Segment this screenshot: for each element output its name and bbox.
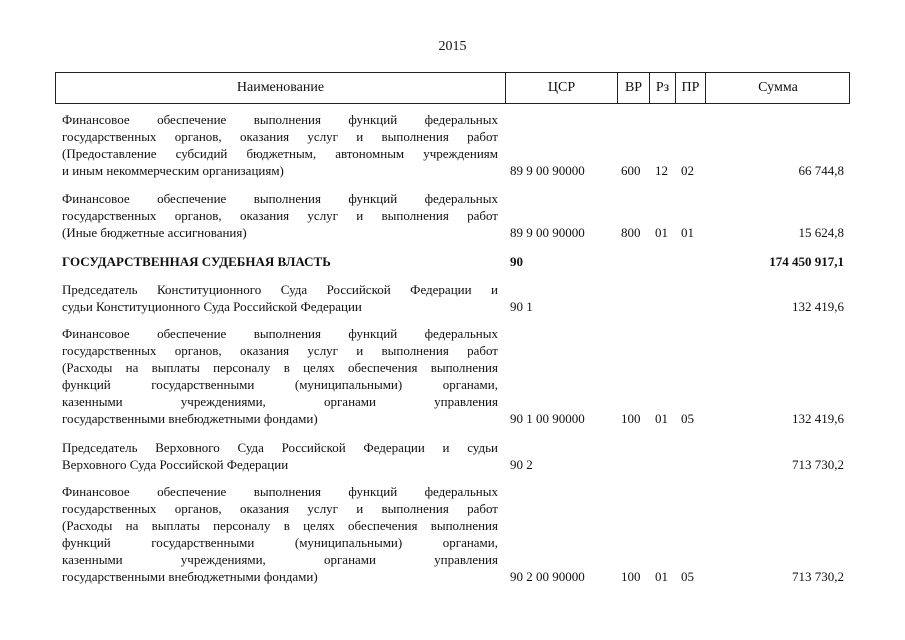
row-rz: 12 bbox=[655, 163, 668, 178]
row-pr: 02 bbox=[681, 163, 694, 178]
row-pr: 01 bbox=[681, 225, 694, 240]
row-name-line: (Иные бюджетные ассигнования) bbox=[62, 225, 247, 240]
page-number: 2015 bbox=[438, 39, 467, 54]
row-name-line: государственными внебюджетными фондами) bbox=[62, 411, 318, 426]
header-csr: ЦСР bbox=[506, 73, 618, 103]
row-vr: 100 bbox=[621, 411, 641, 426]
row-name-line: казенными учреждениями, органами управления bbox=[62, 552, 498, 567]
section-title bbox=[62, 253, 498, 270]
row-name bbox=[62, 281, 498, 315]
header-pr: ПР bbox=[676, 73, 706, 103]
row-vr: 800 bbox=[621, 225, 641, 240]
row-name-line: ГОСУДАРСТВЕННАЯ СУДЕБНАЯ ВЛАСТЬ bbox=[62, 254, 331, 269]
row-name-line: функций государственными (муниципальными) органами, bbox=[62, 377, 498, 392]
row-csr: 90 bbox=[510, 254, 523, 269]
row-vr: 100 bbox=[621, 569, 641, 584]
row-name-line: государственных органов, оказания услуг и выполнения работ bbox=[62, 343, 498, 358]
table-header bbox=[55, 72, 850, 104]
row-name-line: государственных органов, оказания услуг и выполнения работ bbox=[62, 129, 498, 144]
row-name-line: (Расходы на выплаты персоналу в целях обеспечения выполнения bbox=[62, 518, 498, 533]
header-name: Наименование bbox=[56, 73, 506, 103]
row-csr: 90 2 00 90000 bbox=[510, 569, 585, 584]
row-csr: 90 1 bbox=[510, 299, 533, 314]
row-name-line: Финансовое обеспечение выполнения функций федеральных bbox=[62, 484, 498, 499]
row-name-line: Председатель Верховного Суда Российской Федерации и судьи bbox=[62, 440, 498, 455]
row-name-line: казенными учреждениями, органами управления bbox=[62, 394, 498, 409]
row-name-line: и иным некоммерческим организациям) bbox=[62, 163, 284, 178]
row-name-line: Председатель Конституционного Суда Российской Федерации и bbox=[62, 282, 498, 297]
row-name-line: судьи Конституционного Суда Российской Федерации bbox=[62, 299, 362, 314]
row-sum: 132 419,6 bbox=[792, 299, 844, 314]
row-vr: 600 bbox=[621, 163, 641, 178]
row-sum: 174 450 917,1 bbox=[769, 254, 844, 269]
row-name-line: (Предоставление субсидий бюджетным, автономным учреждениям bbox=[62, 146, 498, 161]
row-pr: 05 bbox=[681, 411, 694, 426]
row-name-line: Финансовое обеспечение выполнения функций федеральных bbox=[62, 191, 498, 206]
row-name-line: (Расходы на выплаты персоналу в целях обеспечения выполнения bbox=[62, 360, 498, 375]
row-rz: 01 bbox=[655, 225, 668, 240]
row-name bbox=[62, 325, 498, 427]
row-name-line: функций государственными (муниципальными) органами, bbox=[62, 535, 498, 550]
row-csr: 89 9 00 90000 bbox=[510, 225, 585, 240]
row-sum: 713 730,2 bbox=[792, 569, 844, 584]
header-rz: Рз bbox=[650, 73, 676, 103]
row-sum: 15 624,8 bbox=[798, 225, 844, 240]
row-name bbox=[62, 483, 498, 585]
row-csr: 89 9 00 90000 bbox=[510, 163, 585, 178]
header-sum: Сумма bbox=[758, 80, 798, 95]
header-vr: ВР bbox=[618, 73, 650, 103]
row-name bbox=[62, 111, 498, 179]
row-rz: 01 bbox=[655, 411, 668, 426]
row-csr: 90 2 bbox=[510, 457, 533, 472]
row-name-line: Верховного Суда Российской Федерации bbox=[62, 457, 289, 472]
row-pr: 05 bbox=[681, 569, 694, 584]
row-sum: 713 730,2 bbox=[792, 457, 844, 472]
row-name-line: Финансовое обеспечение выполнения функций федеральных bbox=[62, 326, 498, 341]
row-name bbox=[62, 190, 498, 241]
row-name-line: Финансовое обеспечение выполнения функций федеральных bbox=[62, 112, 498, 127]
row-name-line: государственных органов, оказания услуг и выполнения работ bbox=[62, 501, 498, 516]
row-rz: 01 bbox=[655, 569, 668, 584]
row-name bbox=[62, 439, 498, 473]
row-sum: 66 744,8 bbox=[798, 163, 844, 178]
row-name-line: государственными внебюджетными фондами) bbox=[62, 569, 318, 584]
row-name-line: государственных органов, оказания услуг и выполнения работ bbox=[62, 208, 498, 223]
row-sum: 132 419,6 bbox=[792, 411, 844, 426]
row-csr: 90 1 00 90000 bbox=[510, 411, 585, 426]
